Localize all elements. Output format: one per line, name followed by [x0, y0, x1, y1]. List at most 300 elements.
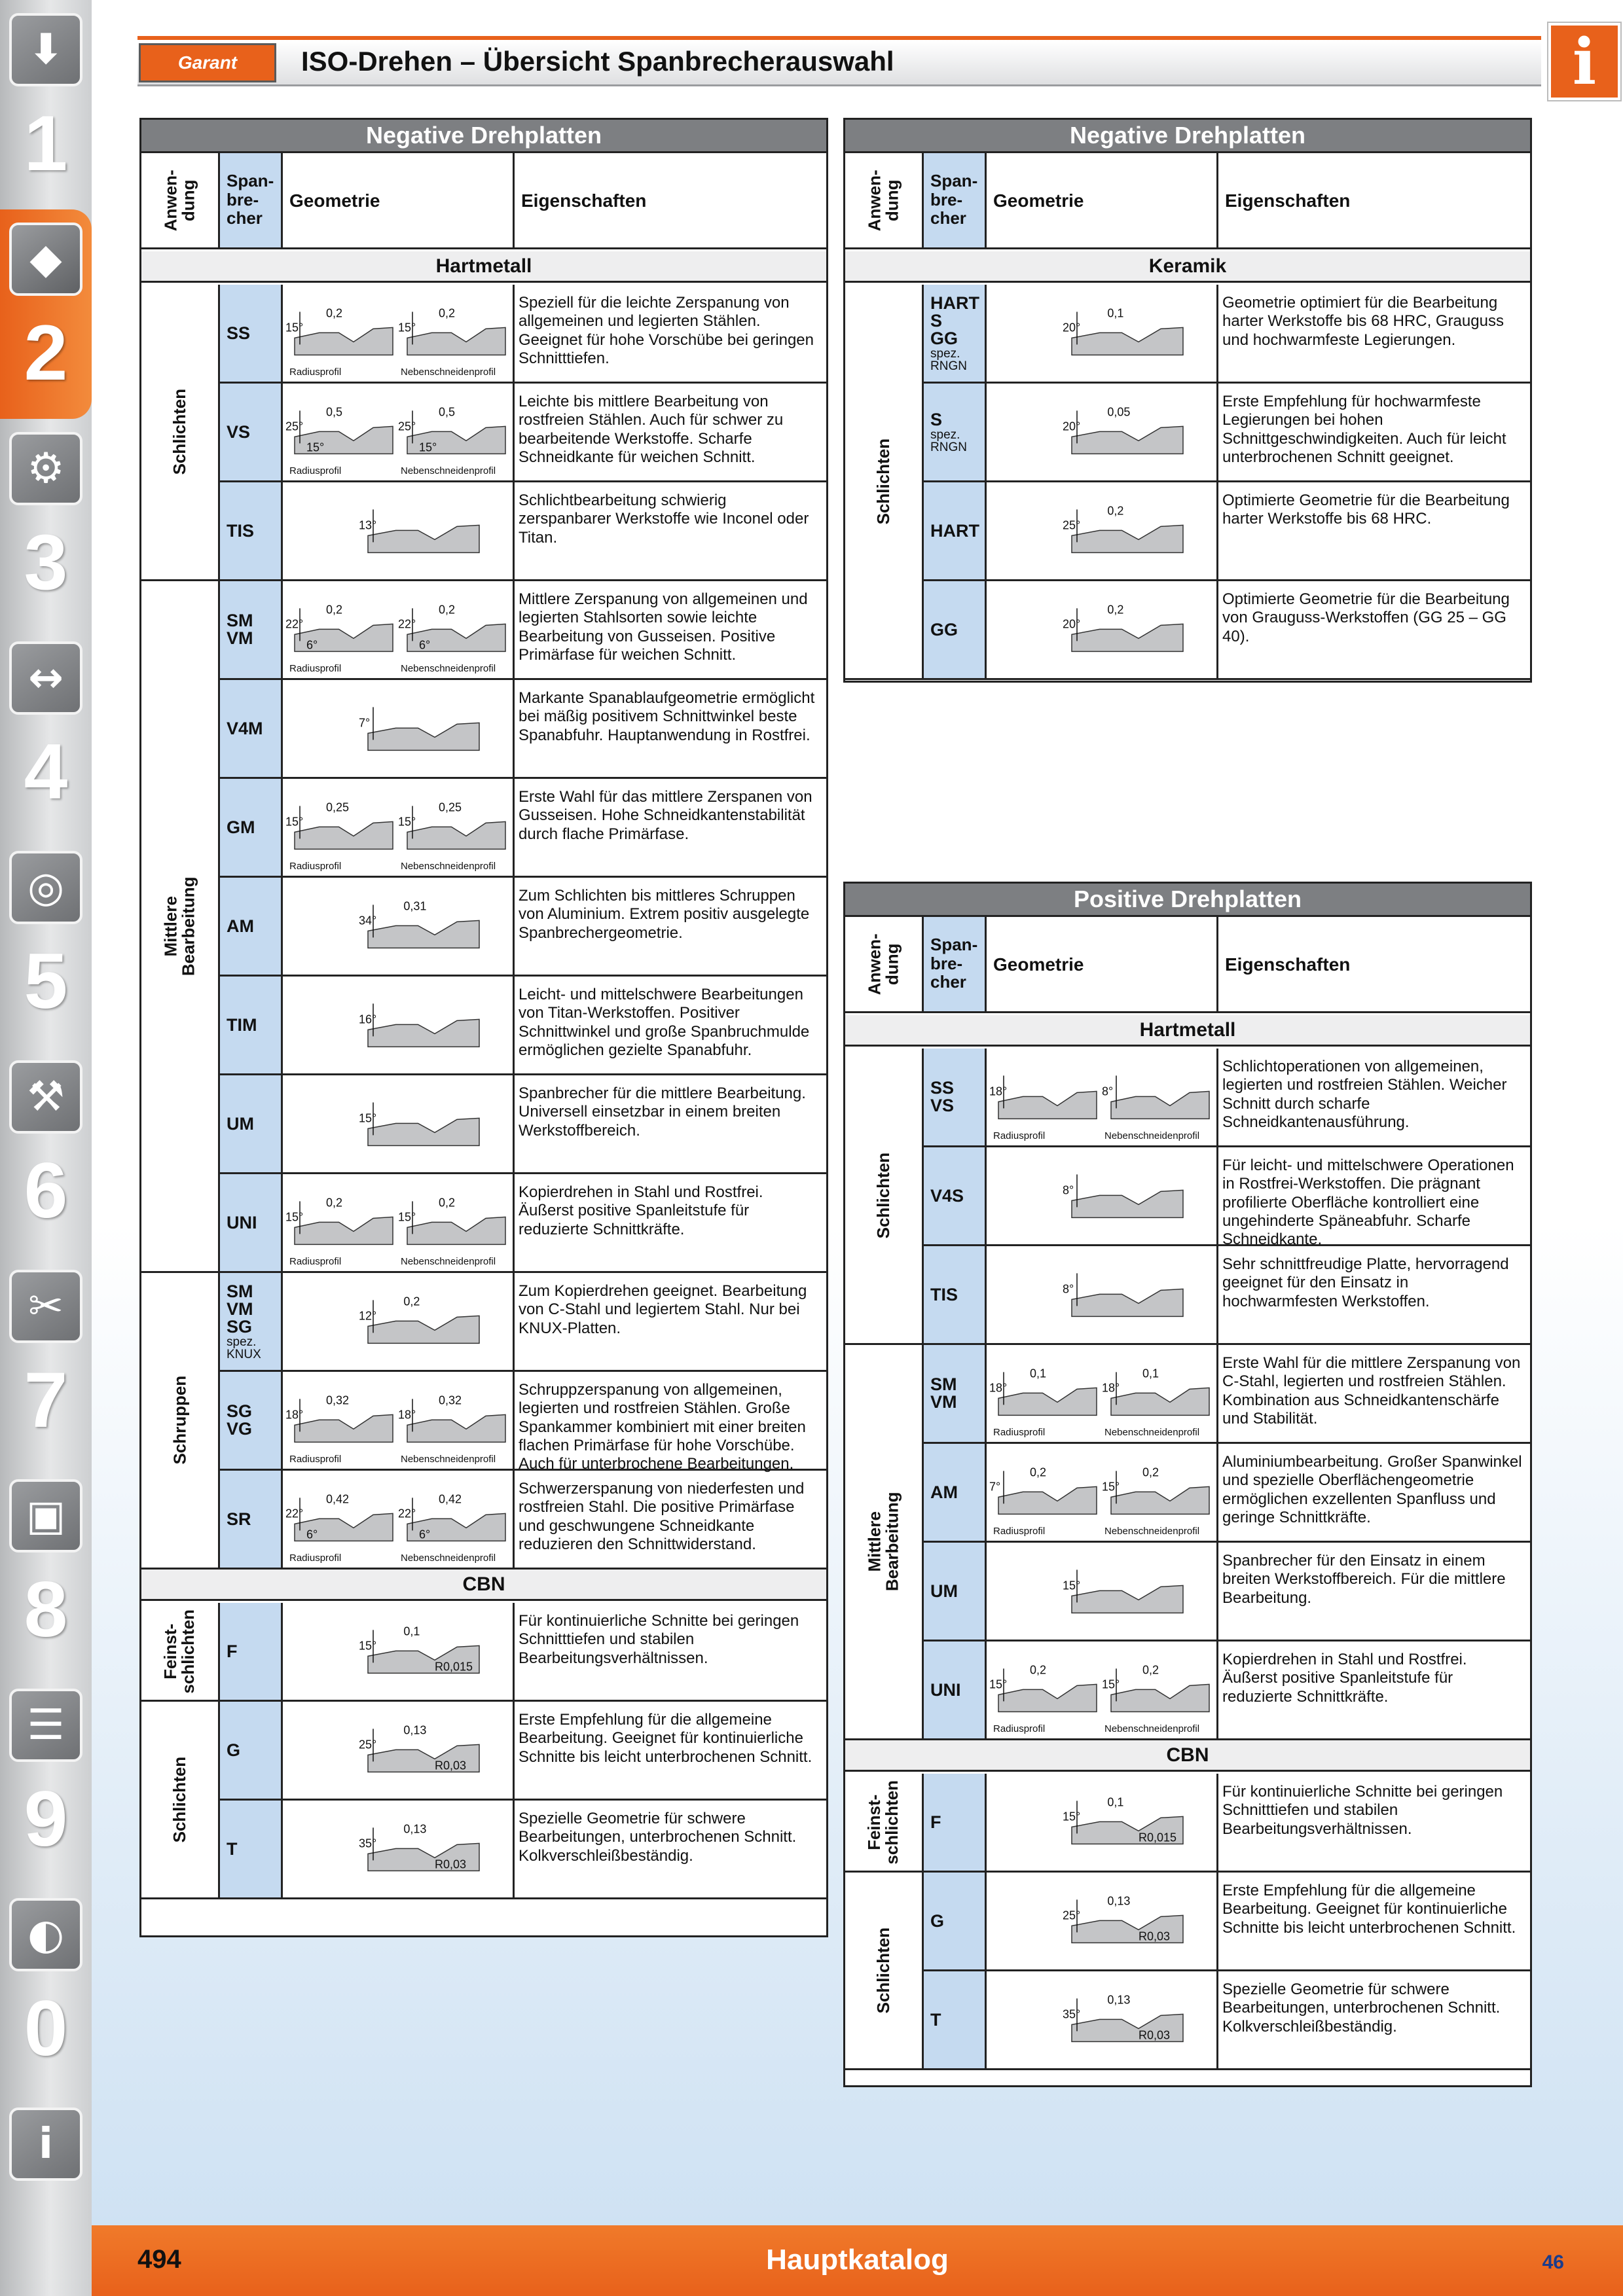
geometry-profile-drawing: [987, 1774, 1218, 1871]
application-group: [141, 1273, 220, 1570]
edge-radius-label: R0,015: [435, 1660, 473, 1674]
geometry-profile-drawing: [987, 1641, 1218, 1738]
land-width-label: 0,13: [403, 1822, 427, 1836]
table-row: [924, 581, 1530, 680]
column-header-anwendung: [141, 153, 220, 247]
table-row: [924, 1971, 1530, 2070]
land-width-label: 0,2: [439, 603, 456, 617]
table-row: [924, 1147, 1530, 1249]
rake-angle-label: 8°: [1063, 1183, 1074, 1197]
table-row: [220, 1702, 826, 1801]
sidebar-chapter-number: 6: [24, 1147, 68, 1234]
radius-profile-label: Radiusprofil: [993, 1526, 1046, 1537]
chipbreaker-code: SS: [227, 323, 251, 343]
chipbreaker-code: AM: [930, 1482, 958, 1502]
chipbreaker-code: SM VM: [227, 611, 253, 648]
geometry-cell: [283, 581, 515, 678]
chipbreaker-code: UNI: [930, 1679, 961, 1700]
rake-angle-label: 16°: [359, 1013, 377, 1026]
geometry-cell: [987, 384, 1218, 480]
land-width-label: 0,31: [403, 899, 427, 913]
table-row: [220, 1075, 826, 1174]
geometry-profile-drawing: [987, 1543, 1218, 1640]
table-row: [220, 1801, 826, 1899]
rake-angle-label: 15°: [285, 815, 304, 829]
geometry-profile-drawing: [283, 779, 515, 876]
properties-text: Optimierte Geometrie für die Bearbeitung harter Werkstoffe bis 68 HRC.: [1222, 492, 1510, 528]
land-width-label: 0,1: [1107, 1795, 1124, 1809]
footer-index: 46: [1542, 2251, 1564, 2273]
minor-edge-profile-label: Nebenschneidenprofil: [401, 1552, 496, 1564]
table-row: [220, 680, 826, 779]
radius-profile-label: Radiusprofil: [289, 367, 342, 378]
chipbreaker-code-cell: [220, 482, 283, 579]
properties-text: Spanbrecher für den Einsatz in einem breiten Werkstoffbereich. Für die mittlere Bearbeitung.: [1222, 1552, 1506, 1607]
radius-profile-label: Radiusprofil: [289, 1552, 342, 1564]
table-row: [220, 285, 826, 384]
sidebar-item-info[interactable]: [0, 2094, 92, 2296]
land-width-label: 0,2: [403, 1295, 420, 1308]
properties-text: Erste Empfehlung für die allgemeine Bearbeitung. Geeignet für kontinuierliche Schnitte bis leicht unterbrochenen Schnitt.: [1222, 1882, 1516, 1937]
chipbreaker-code: F: [930, 1812, 941, 1832]
table-title: Negative Drehplatten: [141, 120, 826, 151]
properties-text: Erste Empfehlung für hochwarmfeste Legierungen bei hohen Schnittgeschwindigkeiten. Auch für leicht unterbrochenen Schnitt geeignet.: [1222, 393, 1506, 466]
geometry-cell: [283, 482, 515, 579]
rake-angle-label: 35°: [1063, 2007, 1081, 2021]
properties-text: Für kontinuierliche Schnitte bei geringen Schnitttiefen und stabilen Bearbeitungsverhältnissen.: [519, 1612, 799, 1667]
chipbreaker-code: G: [227, 1740, 241, 1760]
insert-profile-shape: [295, 327, 393, 355]
chipbreaker-code: F: [227, 1641, 238, 1661]
geometry-cell: [283, 779, 515, 876]
land-width-label: 0,25: [439, 800, 462, 814]
chipbreaker-code: TIS: [930, 1284, 958, 1304]
sidebar-item-2[interactable]: [0, 209, 92, 419]
application-group-label: Mittlere Bearbeitung: [864, 1492, 902, 1592]
geometry-cell: [283, 977, 515, 1073]
edge-radius-label: R0,015: [1139, 1831, 1177, 1844]
land-angle-label: 15°: [306, 440, 325, 454]
minor-edge-profile-label: Nebenschneidenprofil: [401, 1256, 496, 1267]
geometry-profile-drawing: [283, 1273, 515, 1370]
rake-angle-label: 13°: [359, 518, 377, 532]
minor-edge-profile-label: Nebenschneidenprofil: [401, 1454, 496, 1465]
column-header-anwendung-text: Anwen- dung: [864, 170, 902, 231]
insert-profile-shape: [1072, 624, 1183, 651]
properties-text: Zum Kopierdrehen geeignet. Bearbeitung von C-Stahl und legiertem Stahl. Nur bei KNUX-Platten.: [519, 1282, 807, 1337]
geometry-profile-drawing: [283, 581, 515, 678]
properties-text: Optimierte Geometrie für die Bearbeitung von Grauguss-Werkstoffen (GG 25 – GG 40).: [1222, 590, 1510, 645]
application-group: [845, 1873, 924, 2070]
table-negative-inserts-ceramic: [843, 118, 1532, 683]
table-row: [924, 1049, 1530, 1147]
geometry-cell: [283, 1372, 515, 1469]
chipbreaker-special-note: spez. KNUX: [227, 1335, 261, 1361]
chipbreaker-code-cell: [924, 1246, 987, 1343]
insert-profile-shape: [1111, 1486, 1209, 1514]
radius-profile-label: Radiusprofil: [993, 1723, 1046, 1734]
insert-profile-shape: [1111, 1091, 1209, 1119]
properties-text: Spanbrecher für die mittlere Bearbeitung. Universell einsetzbar in einem breiten Werkstoffbereich.: [519, 1085, 806, 1139]
chipbreaker-code-cell: [924, 1049, 987, 1145]
geometry-cell: [987, 1049, 1218, 1145]
geometry-profile-drawing: [987, 1873, 1218, 1969]
chipbreaker-code: GG: [930, 619, 958, 639]
sidebar-item-9[interactable]: [0, 1676, 92, 1885]
sidebar-item-6[interactable]: [0, 1047, 92, 1257]
land-width-label: 0,32: [439, 1393, 462, 1407]
rake-angle-label: 20°: [1063, 617, 1081, 631]
properties-text: Für leicht- und mittelschwere Operationen in Rostfrei-Werkstoffen. Die prägnant profilierte Oberfläche kontrolliert eine ungehinderte Späneabfuhr. Scharfe Schneidkante.: [1222, 1157, 1514, 1249]
geometry-cell: [283, 680, 515, 777]
table-row: [220, 1273, 826, 1372]
cabinet-icon: ☰: [9, 1689, 82, 1762]
rake-angle-label: 15°: [398, 321, 416, 334]
column-header-spanbrecher: Span- bre- cher: [924, 153, 987, 247]
properties-text: Schlichtbearbeitung schwierig zerspanbarer Werkstoffe wie Inconel oder Titan.: [519, 492, 809, 547]
rake-angle-label: 20°: [1063, 420, 1081, 433]
rake-angle-label: 15°: [1063, 1810, 1081, 1823]
tool-holder-icon: ⚙: [9, 432, 82, 505]
geometry-profile-drawing: [987, 1147, 1218, 1244]
properties-text: Spezielle Geometrie für schwere Bearbeitungen, unterbrochenen Schnitt. Kolkverschleißbeständig.: [1222, 1981, 1501, 2036]
sidebar-chapter-number: 8: [24, 1566, 68, 1653]
geometry-profile-drawing: [987, 1246, 1218, 1343]
properties-text: Kopierdrehen in Stahl und Rostfrei. Äußerst positive Spanleitstufe für reduzierte Schnittkräfte.: [519, 1183, 763, 1238]
chipbreaker-code: G: [930, 1910, 945, 1931]
land-width-label: 0,5: [439, 405, 456, 419]
chipbreaker-code-cell: [220, 581, 283, 678]
geometry-profile-drawing: [987, 581, 1218, 678]
properties-text: Erste Wahl für die mittlere Zerspanung von C-Stahl, legierten und rostfreien Stählen. Kombination aus Schneidkantenschärfe und Stabilität.: [1222, 1354, 1521, 1427]
table-row: [220, 482, 826, 581]
geometry-profile-drawing: [987, 384, 1218, 480]
land-width-label: 0,13: [403, 1723, 427, 1737]
geometry-profile-drawing: [283, 1603, 515, 1700]
application-group: [141, 581, 220, 1273]
land-width-label: 0,1: [403, 1624, 420, 1638]
application-group: [845, 1345, 924, 1740]
application-group-label: Schlichten: [873, 1927, 893, 2014]
land-width-label: 0,2: [439, 1196, 456, 1210]
sidebar-chapter-number: 5: [24, 937, 68, 1025]
insert-profile-shape: [1072, 426, 1183, 454]
land-width-label: 0,2: [326, 603, 343, 617]
geometry-profile-drawing: [283, 977, 515, 1073]
column-header-eigenschaften: Eigenschaften: [521, 190, 647, 211]
table-row: [220, 581, 826, 680]
application-group: [141, 285, 220, 581]
sidebar-item-1[interactable]: [0, 0, 92, 209]
info-icon: i: [9, 2108, 82, 2181]
geometry-cell: [283, 1273, 515, 1370]
column-header-spanbrecher: Span- bre- cher: [220, 153, 283, 247]
geometry-cell: [283, 1801, 515, 1897]
geometry-cell: [987, 1774, 1218, 1871]
land-angle-label: 6°: [419, 1528, 431, 1541]
rake-angle-label: 25°: [1063, 518, 1081, 532]
application-group-label: Mittlere Bearbeitung: [160, 876, 198, 976]
radius-profile-label: Radiusprofil: [289, 1256, 342, 1267]
rake-angle-label: 18°: [1102, 1381, 1120, 1395]
minor-edge-profile-label: Nebenschneidenprofil: [1104, 1130, 1200, 1141]
insert-profile-shape: [368, 723, 479, 750]
edge-radius-label: R0,03: [1139, 1929, 1171, 1943]
geometry-cell: [987, 1543, 1218, 1640]
application-group-label: Feinst- schlichten: [864, 1780, 902, 1865]
rake-angle-label: 18°: [989, 1085, 1008, 1098]
table-negative-inserts-left: [139, 118, 828, 1937]
rake-angle-label: 15°: [1102, 1480, 1120, 1494]
chipbreaker-code: GM: [227, 817, 255, 837]
geometry-profile-drawing: [987, 482, 1218, 579]
rake-angle-label: 7°: [359, 716, 371, 730]
insert-profile-shape: [998, 1684, 1097, 1712]
insert-profile-shape: [407, 821, 505, 849]
minor-edge-profile-label: Nebenschneidenprofil: [401, 663, 496, 674]
geometry-profile-drawing: [283, 1372, 515, 1469]
rake-angle-label: 15°: [285, 321, 304, 334]
chipbreaker-code-cell: [220, 1603, 283, 1700]
chipbreaker-code: AM: [227, 916, 254, 936]
chipbreaker-code-cell: [220, 977, 283, 1073]
insert-profile-shape: [1072, 1190, 1183, 1217]
chipbreaker-code: UNI: [227, 1212, 257, 1232]
chipbreaker-code-cell: [220, 878, 283, 975]
chipbreaker-code-cell: [220, 1471, 283, 1568]
minor-edge-profile-label: Nebenschneidenprofil: [1104, 1723, 1200, 1734]
table-header-row: [845, 151, 1530, 249]
table-row: [924, 1543, 1530, 1641]
properties-text: Schruppzerspanung von allgemeinen, legierten und rostfreien Stählen. Große Spankammer kombiniert mit einer breiten flachen Primärfase für hohe Vorschübe. Auch für unterbrochene Bearbeitungen.: [519, 1381, 806, 1473]
column-header-eigenschaften: Eigenschaften: [1225, 190, 1351, 211]
insert-profile-shape: [998, 1388, 1097, 1415]
chipbreaker-code-cell: [220, 1273, 283, 1370]
saw-blade-icon: ◎: [9, 851, 82, 924]
rake-angle-label: 25°: [359, 1738, 377, 1751]
geometry-cell: [283, 1075, 515, 1172]
rake-angle-label: 18°: [285, 1408, 304, 1422]
rake-angle-label: 25°: [398, 420, 416, 433]
radius-profile-label: Radiusprofil: [289, 465, 342, 476]
rake-angle-label: 8°: [1063, 1282, 1074, 1296]
geometry-profile-drawing: [283, 878, 515, 975]
table-row: [924, 1345, 1530, 1444]
chipbreaker-code-cell: [924, 1873, 987, 1969]
insert-profile-shape: [1072, 327, 1183, 355]
chipbreaker-code-cell: [924, 285, 987, 382]
chipbreaker-code: HART: [930, 520, 979, 541]
chipbreaker-code-cell: [220, 1372, 283, 1469]
sidebar-item-7[interactable]: [0, 1257, 92, 1466]
properties-text: Schlichtoperationen von allgemeinen, legierten und rostfreien Stählen. Weicher Schnitt durch scharfe Schneidkantenausführung.: [1222, 1058, 1507, 1131]
sidebar-chapter-number: 3: [24, 518, 68, 606]
material-section-header: CBN: [141, 1570, 826, 1601]
geometry-cell: [283, 1603, 515, 1700]
geometry-cell: [283, 1702, 515, 1799]
table-row: [924, 1444, 1530, 1543]
footer-title: Hauptkatalog: [766, 2244, 949, 2276]
rake-angle-label: 18°: [398, 1408, 416, 1422]
rake-angle-label: 25°: [1063, 1909, 1081, 1922]
chipbreaker-special-note: spez. RNGN: [930, 427, 967, 454]
column-header-anwendung: [845, 153, 924, 247]
radius-profile-label: Radiusprofil: [993, 1427, 1046, 1438]
geometry-cell: [987, 1246, 1218, 1343]
geometry-profile-drawing: [283, 680, 515, 777]
geometry-profile-drawing: [987, 1971, 1218, 2068]
table-row: [220, 1372, 826, 1471]
table-header-row: [141, 151, 826, 249]
insert-profile-shape: [368, 525, 479, 552]
land-width-label: 0,2: [1142, 1663, 1159, 1677]
chipbreaker-code-cell: [924, 384, 987, 480]
sidebar-item-3[interactable]: [0, 419, 92, 628]
sidebar-item-4[interactable]: [0, 628, 92, 838]
geometry-cell: [987, 1873, 1218, 1969]
land-width-label: 0,2: [1142, 1465, 1159, 1479]
geometry-cell: [987, 1971, 1218, 2068]
chipbreaker-code: SM VM: [930, 1374, 957, 1412]
column-header-anwendung-text: Anwen- dung: [864, 933, 902, 995]
table-header-row: [845, 915, 1530, 1013]
rake-angle-label: 22°: [398, 617, 416, 631]
sidebar-item-8[interactable]: [0, 1466, 92, 1676]
rake-angle-label: 15°: [398, 815, 416, 829]
land-width-label: 0,2: [1030, 1663, 1047, 1677]
table-row: [220, 1603, 826, 1702]
application-group: [141, 1702, 220, 1899]
page-header: [92, 0, 1623, 98]
properties-text: Kopierdrehen in Stahl und Rostfrei. Äußerst positive Spanleitstufe für reduzierte Schnittkräfte.: [1222, 1651, 1467, 1706]
column-header-geometrie: Geometrie: [987, 153, 1218, 247]
properties-text: Geometrie optimiert für die Bearbeitung harter Werkstoffe bis 68 HRC, Grauguss und hochwarmfeste Legierungen.: [1222, 294, 1504, 349]
insert-profile-shape: [407, 327, 505, 355]
properties-text: Aluminiumbearbeitung. Großer Spanwinkel und spezielle Oberflächengeometrie ermöglichen exzellenten Spanfluss und geringe Schnittkräfte.: [1222, 1453, 1522, 1526]
chipbreaker-code: UM: [930, 1581, 958, 1601]
geometry-profile-drawing: [987, 1345, 1218, 1442]
rake-angle-label: 34°: [359, 914, 377, 927]
properties-text: Speziell für die leichte Zerspanung von allgemeinen und legierten Stählen. Geeignet für hohe Vorschübe bei geringen Schnitttiefen.: [519, 294, 814, 367]
chipbreaker-code-cell: [924, 1345, 987, 1442]
table-row: [220, 1471, 826, 1570]
geometry-profile-drawing: [987, 285, 1218, 382]
geometry-profile-drawing: [283, 482, 515, 579]
insert-profile-shape: [295, 821, 393, 849]
rake-angle-label: 22°: [285, 1507, 304, 1520]
land-angle-label: 6°: [306, 638, 318, 652]
rake-angle-label: 7°: [989, 1480, 1001, 1494]
land-width-label: 0,1: [1030, 1367, 1047, 1380]
chipbreaker-code-cell: [924, 1971, 987, 2068]
turning-insert-icon: ◆: [9, 223, 82, 296]
geometry-profile-drawing: [987, 1049, 1218, 1145]
rake-angle-label: 15°: [359, 1111, 377, 1125]
insert-profile-shape: [407, 1414, 505, 1442]
column-header-anwendung: [845, 917, 924, 1011]
application-group: [845, 1049, 924, 1345]
material-section-header: Hartmetall: [845, 1015, 1530, 1047]
page-title: ISO-Drehen – Übersicht Spanbrecherauswahl: [301, 46, 894, 77]
column-header-geometrie: Geometrie: [987, 917, 1218, 1011]
radius-profile-label: Radiusprofil: [289, 663, 342, 674]
geometry-profile-drawing: [283, 1471, 515, 1568]
drill-icon: ⬇: [9, 13, 82, 86]
chipbreaker-code-cell: [924, 1444, 987, 1541]
chapter-sidebar: [0, 0, 92, 2296]
properties-text: Erste Wahl für das mittlere Zerspanen von Gusseisen. Hohe Schneidkantenstabilität durch flache Primärfase.: [519, 788, 812, 843]
properties-text: Leicht- und mittelschwere Bearbeitungen von Titan-Werkstoffen. Positiver Schnittwinkel und große Spanbruchmulde ermöglichen gezielte Spanabfuhr.: [519, 986, 810, 1059]
sidebar-item-0[interactable]: [0, 1885, 92, 2094]
application-group: [845, 285, 924, 680]
chipbreaker-special-note: spez. RNGN: [930, 346, 967, 373]
application-group: [141, 1603, 220, 1702]
geometry-profile-drawing: [283, 1075, 515, 1172]
chipbreaker-code: TIS: [227, 520, 255, 541]
land-width-label: 0,32: [326, 1393, 350, 1407]
geometry-profile-drawing: [283, 1174, 515, 1271]
column-header-anwendung-text: Anwen- dung: [160, 170, 198, 231]
material-section-header: Hartmetall: [141, 251, 826, 283]
table-positive-inserts: [843, 882, 1532, 2087]
application-group-label: Schlichten: [169, 389, 189, 475]
chipbreaker-code: T: [930, 2009, 941, 2030]
geometry-profile-drawing: [987, 1444, 1218, 1541]
insert-profile-shape: [295, 1414, 393, 1442]
radius-profile-label: Radiusprofil: [289, 861, 342, 872]
chipbreaker-code-cell: [924, 482, 987, 579]
sidebar-item-5[interactable]: [0, 838, 92, 1047]
table-row: [924, 482, 1530, 581]
geometry-cell: [987, 581, 1218, 678]
chipbreaker-code-cell: [924, 1147, 987, 1244]
safety-glasses-icon: ◐: [9, 1898, 82, 1971]
land-width-label: 0,1: [1142, 1367, 1159, 1380]
geometry-profile-drawing: [283, 384, 515, 480]
rake-angle-label: 20°: [1063, 321, 1081, 334]
land-width-label: 0,2: [1107, 504, 1124, 518]
radius-profile-label: Radiusprofil: [993, 1130, 1046, 1141]
chipbreaker-code-cell: [220, 384, 283, 480]
land-width-label: 0,13: [1107, 1993, 1131, 2007]
insert-profile-shape: [368, 1019, 479, 1047]
rake-angle-label: 15°: [1063, 1579, 1081, 1592]
table-row: [924, 1774, 1530, 1873]
sidebar-chapter-number: 4: [24, 728, 68, 816]
geometry-profile-drawing: [283, 1702, 515, 1799]
table-row: [924, 1873, 1530, 1971]
minor-edge-profile-label: Nebenschneidenprofil: [401, 861, 496, 872]
chipbreaker-code-cell: [220, 779, 283, 876]
insert-profile-shape: [998, 1486, 1097, 1514]
edge-radius-label: R0,03: [1139, 2028, 1171, 2042]
table-row: [220, 779, 826, 878]
land-width-label: 0,42: [439, 1492, 462, 1506]
geometry-cell: [987, 1345, 1218, 1442]
rake-angle-label: 15°: [398, 1210, 416, 1224]
info-icon[interactable]: i: [1548, 23, 1620, 100]
land-width-label: 0,5: [326, 405, 343, 419]
page-number: 494: [137, 2245, 181, 2274]
column-header-eigenschaften: Eigenschaften: [1225, 954, 1351, 975]
application-group-label: Schlichten: [873, 438, 893, 525]
chipbreaker-code-cell: [924, 1774, 987, 1871]
chipbreaker-code: SS VS: [930, 1078, 955, 1115]
minor-edge-profile-label: Nebenschneidenprofil: [401, 367, 496, 378]
chipbreaker-code: VS: [227, 422, 251, 442]
land-width-label: 0,2: [1030, 1465, 1047, 1479]
geometry-cell: [283, 384, 515, 480]
